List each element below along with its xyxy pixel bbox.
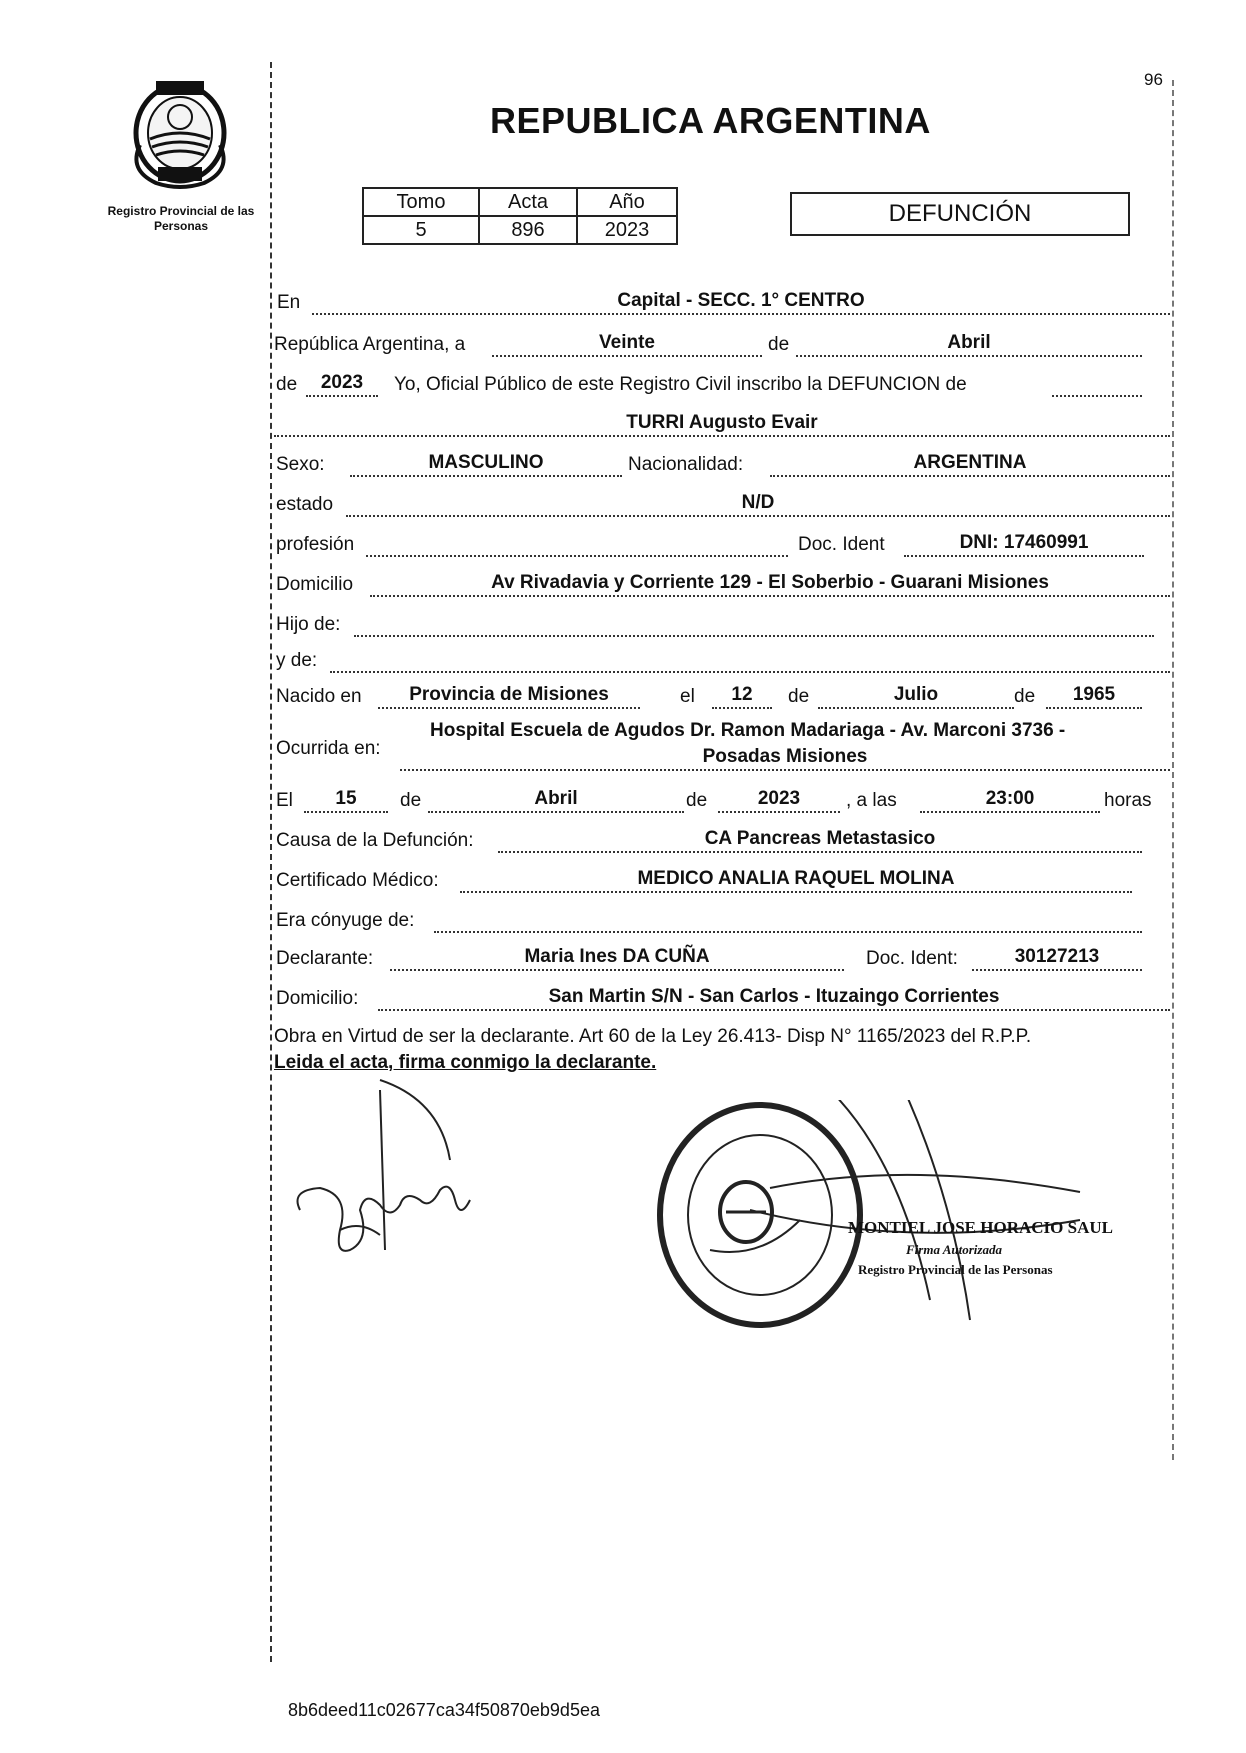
- field-nacido-dia: 12: [712, 682, 772, 709]
- value-tomo: 5: [363, 216, 479, 244]
- label-ocurrida-en: Ocurrida en:: [276, 738, 381, 759]
- field-profesion: [366, 530, 788, 557]
- page-number: 96: [1144, 70, 1163, 89]
- provincial-seal-icon: [120, 75, 240, 195]
- field-causa: CA Pancreas Metastasico: [498, 826, 1142, 853]
- field-y-de: [330, 646, 1170, 673]
- value-acta: 896: [479, 216, 577, 244]
- label-de-2: de: [276, 374, 298, 395]
- declarant-signature-icon: [290, 1070, 510, 1270]
- field-domicilio: Av Rivadavia y Corriente 129 - El Soberbio - Guarani Misiones: [370, 570, 1170, 597]
- label-doc-ident-declarante: Doc. Ident:: [866, 948, 958, 969]
- field-nacido-lugar: Provincia de Misiones: [378, 682, 640, 709]
- field-declarante-doc: 30127213: [972, 944, 1142, 971]
- field-ocurrida-linea1: Hospital Escuela de Agudos Dr. Ramon Madariaga - Av. Marconi 3736 -: [430, 720, 1066, 741]
- right-margin-rule: [1172, 80, 1174, 1460]
- label-estado: estado: [276, 494, 334, 515]
- field-nacionalidad: ARGENTINA: [770, 450, 1170, 477]
- label-republica: República Argentina, a: [274, 334, 466, 355]
- label-de-1: de: [768, 334, 790, 355]
- label-conyuge: Era cónyuge de:: [276, 910, 415, 931]
- label-nacionalidad: Nacionalidad:: [628, 454, 744, 475]
- field-sexo: MASCULINO: [350, 450, 622, 477]
- observaciones-linea1: [274, 1026, 1031, 1048]
- field-fallec-anio: 2023: [718, 786, 840, 813]
- label-en: En: [277, 292, 301, 313]
- label-el: El: [276, 790, 293, 811]
- field-declarante-domicilio: San Martin S/N - San Carlos - Ituzaingo Corrientes: [378, 984, 1170, 1011]
- label-a-las: , a las: [846, 790, 897, 811]
- label-sexo: Sexo:: [276, 454, 325, 475]
- official-name: MONTIEL JOSE HORACIO SAUL: [848, 1218, 1113, 1237]
- label-de-fallec-2: de: [686, 790, 708, 811]
- label-declarante: Declarante:: [276, 948, 374, 969]
- label-de-nacido-2: de: [1014, 686, 1036, 707]
- dots-yo-oficial: [1052, 370, 1142, 397]
- document-hash: 8b6deed11c02677ca34f50870eb9d5ea: [288, 1700, 600, 1720]
- field-nacido-anio: 1965: [1046, 682, 1142, 709]
- field-nacido-mes: Julio: [818, 682, 1014, 709]
- field-lugar: Capital - SECC. 1° CENTRO: [312, 288, 1170, 315]
- label-de-nacido-1: de: [788, 686, 810, 707]
- label-nacido-en: Nacido en: [276, 686, 362, 707]
- header-anio: Año: [577, 188, 677, 216]
- label-de-fallec-1: de: [400, 790, 422, 811]
- page-title: REPUBLICA ARGENTINA: [490, 100, 931, 141]
- label-yo-oficial: Yo, Oficial Público de este Registro Civil inscribo la DEFUNCION de: [394, 374, 967, 395]
- record-table: [362, 187, 678, 245]
- label-domicilio-declarante: Domicilio:: [276, 988, 359, 1009]
- field-anio: 2023: [306, 370, 378, 397]
- label-domicilio: Domicilio: [276, 574, 354, 595]
- field-declarante: Maria Ines DA CUÑA: [390, 944, 844, 971]
- label-y-de: y de:: [276, 650, 318, 671]
- registry-name: Registro Provincial de las Personas: [107, 204, 255, 233]
- official-role: Firma Autorizada: [906, 1242, 1002, 1257]
- left-margin-rule: [270, 62, 272, 1662]
- value-anio: 2023: [577, 216, 677, 244]
- label-hijo-de: Hijo de:: [276, 614, 341, 635]
- observaciones-linea1-text: Obra en Virtud de ser la declarante. Art 60 de la Ley 26.413- Disp N° 1165/2023 del R.P.P.: [274, 1026, 1032, 1047]
- label-certificado: Certificado Médico:: [276, 870, 439, 891]
- header-tomo: Tomo: [363, 188, 479, 216]
- label-profesion: profesión: [276, 534, 355, 555]
- label-el-nacido: el: [680, 686, 695, 707]
- field-estado: N/D: [346, 490, 1170, 517]
- field-dia-letras: Veinte: [492, 330, 762, 357]
- label-horas: horas: [1104, 790, 1152, 811]
- label-doc-ident: Doc. Ident: [798, 534, 885, 555]
- field-fallec-hora: 23:00: [920, 786, 1100, 813]
- field-ocurrida-linea2: Posadas Misiones: [400, 744, 1170, 771]
- label-causa: Causa de la Defunción:: [276, 830, 474, 851]
- header-acta: Acta: [479, 188, 577, 216]
- field-nombre: TURRI Augusto Evair: [274, 410, 1170, 437]
- field-fallec-mes: Abril: [428, 786, 684, 813]
- field-fallec-dia: 15: [304, 786, 388, 813]
- observaciones-linea2: Leida el acta, firma conmigo la declarante.: [274, 1052, 657, 1073]
- record-type: DEFUNCIÓN: [790, 192, 1130, 236]
- field-doc: DNI: 17460991: [904, 530, 1144, 557]
- field-certificado: MEDICO ANALIA RAQUEL MOLINA: [460, 866, 1132, 893]
- field-hijo-de: [354, 610, 1154, 637]
- field-mes: Abril: [796, 330, 1142, 357]
- official-office: Registro Provincial de las Personas: [858, 1262, 1053, 1277]
- field-conyuge: [434, 906, 1142, 933]
